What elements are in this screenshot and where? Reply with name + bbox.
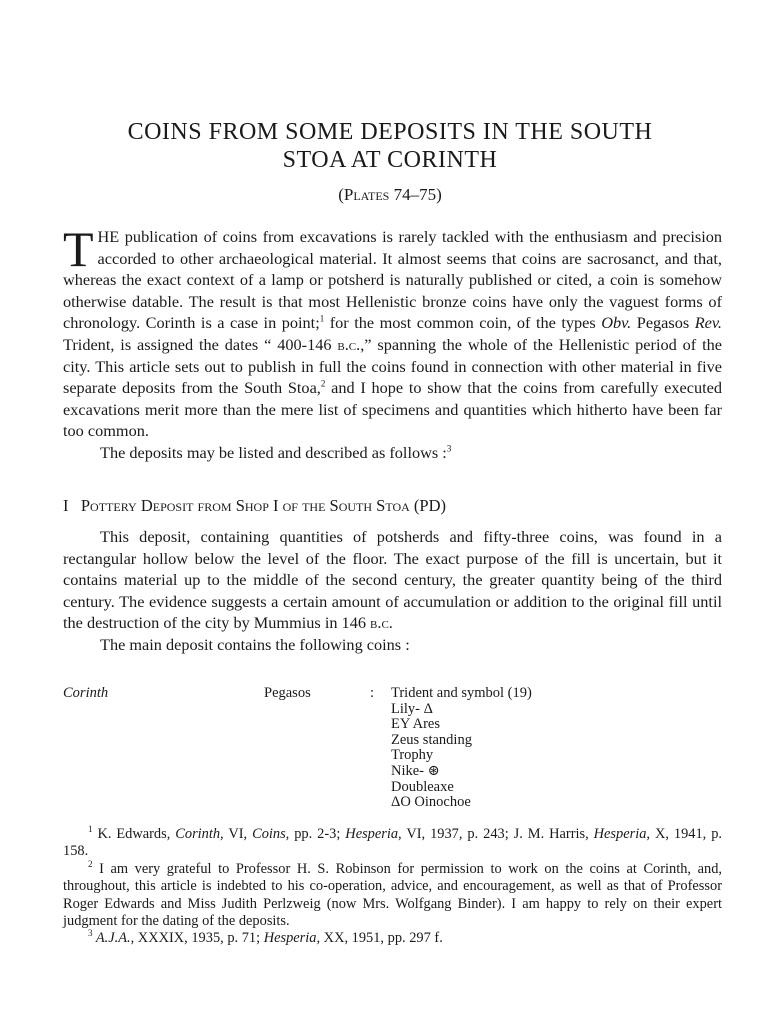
coin-obverse: Pegasos <box>264 685 311 701</box>
footnote-1-number: 1 <box>88 824 93 835</box>
section-text <box>63 526 722 656</box>
fn1-text-b: VI, <box>223 826 253 842</box>
footnote-ref-3: 3 <box>446 443 452 454</box>
footnotes <box>63 826 722 948</box>
footnote-2 <box>63 861 722 931</box>
section-paragraph-1 <box>63 526 722 634</box>
section-text-a: This deposit, containing quantities of potsherds and fifty-three coins, was found in a rectangular hollow below the level of the floor. The exact purpose of the fill is uncertain, but it contains material up to the middle of the second century, the greater quantity being of the third century. The evidence suggests a certain amount of accumulation or addition to the original fill until the destruction of the city by Mummius in 146 <box>63 527 722 633</box>
fn3-text-b: XX, 1951, pp. 297 f. <box>320 930 443 947</box>
fn2-text: I am very grateful to Professor H. S. Robinson for permission to work on the coins at Corinth, and, throughout, this article is indebted to his co-operation, advice, and encouragement, as well as that of Professor Roger Edwards and Miss Judith Perlzweig (now Mrs. Wolfgang Binder). I am happy to rely on their expert judgment for the dating of the deposits. <box>63 860 722 930</box>
coin-reverse-item: EY Ares <box>391 716 440 733</box>
obv-abbr: Obv. <box>601 313 632 333</box>
section-bc-abbr: b.c. <box>370 613 393 633</box>
footnote-3-number: 3 <box>88 928 93 939</box>
coin-reverse-item: Nike- ⊛ <box>391 762 440 779</box>
fn1-hesperia-1: Hesperia, <box>345 826 402 842</box>
intro-text-a: HE publication of coins from excavations is rarely tackled with the enthusiasm and precision accorded to other archaeological material. It almost seems that coins are sacrosanct, and that, whereas the exact context of a lamp or potsherd is naturally published or cited, a coin is somehow otherwise datable. The result is that most Hellenistic bronze coins have only the vaguest forms of chronology. Corinth is a case in point; <box>63 227 722 333</box>
footnote-3 <box>63 930 722 947</box>
intro-text-b: for the most common coin, of the types <box>324 313 602 333</box>
footnote-1 <box>63 826 722 861</box>
rev-abbr: Rev. <box>694 313 722 333</box>
coin-colon: : <box>370 685 375 701</box>
fn1-text-d: VI, 1937, p. 243; J. M. Harris, <box>401 826 594 842</box>
title-line-1: COINS FROM SOME DEPOSITS IN THE SOUTH <box>127 119 653 145</box>
fn3-hesperia: Hesperia, <box>263 930 321 947</box>
footnote-ref-1: 1 <box>319 313 325 324</box>
section-title: Pottery Deposit from Shop I of the South Stoa <box>80 496 410 515</box>
section-heading <box>63 496 446 516</box>
footnote-ref-2: 2 <box>320 378 326 389</box>
fn1-text-a: K. Edwards, <box>92 826 176 842</box>
coin-reverse-item: ΔO Oinochoe <box>391 794 471 811</box>
intro-paragraph-1 <box>63 221 722 442</box>
coin-reverse-item: Lily- Δ <box>391 700 433 717</box>
coin-reverse-item: Trophy <box>391 747 434 764</box>
coin-reverse-item: Trident and symbol (19) <box>391 685 532 701</box>
drop-cap: T <box>63 221 94 277</box>
intro-text-e: ,” spanning the whole of the Hellenistic period of the city. This article sets out to publish in full the coins found in connection with other material in five separate deposits from the South Stoa, <box>63 334 722 398</box>
article-title <box>60 118 720 174</box>
fn1-text-c: pp. 2-3; <box>289 826 346 842</box>
fn3-aja: A.J.A., <box>92 930 135 947</box>
fn3-text-a: XXXIX, 1935, p. 71; <box>134 930 264 947</box>
section-paragraph-2: The main deposit contains the following coins : <box>100 634 410 654</box>
bc-abbr: b.c. <box>337 334 361 354</box>
fn1-hesperia-2: Hesperia, <box>593 826 651 842</box>
intro-text <box>63 221 722 464</box>
title-line-2: STOA AT CORINTH <box>282 147 498 173</box>
coin-reverse-item: Zeus standing <box>391 731 472 748</box>
section-abbr: (PD) <box>413 496 447 515</box>
intro-text-c: Pegasos <box>631 313 695 333</box>
plates-reference: (Plates 74–75) <box>338 185 442 204</box>
fn1-coins: Coins, <box>252 826 290 842</box>
fn1-corinth: Corinth, <box>175 826 224 842</box>
coin-mint: Corinth <box>63 685 109 701</box>
intro-text-d: Trident, is assigned the dates “ 400-146 <box>63 334 338 354</box>
intro-text-f: and I hope to show that the coins from carefully executed excavations merit more than the mere list of specimens and quantities which hitherto have been far too common. <box>63 378 722 441</box>
section-numeral: I <box>63 496 69 515</box>
coin-reverse-list <box>391 686 532 811</box>
footnote-2-number: 2 <box>88 859 93 870</box>
intro-paragraph-2 <box>63 442 722 464</box>
intro-text-p2: The deposits may be listed and described as follows : <box>100 442 447 462</box>
fn1-text-e: X, 1941, p. 158. <box>63 826 723 860</box>
coin-reverse-item: Doubleaxe <box>391 778 454 795</box>
